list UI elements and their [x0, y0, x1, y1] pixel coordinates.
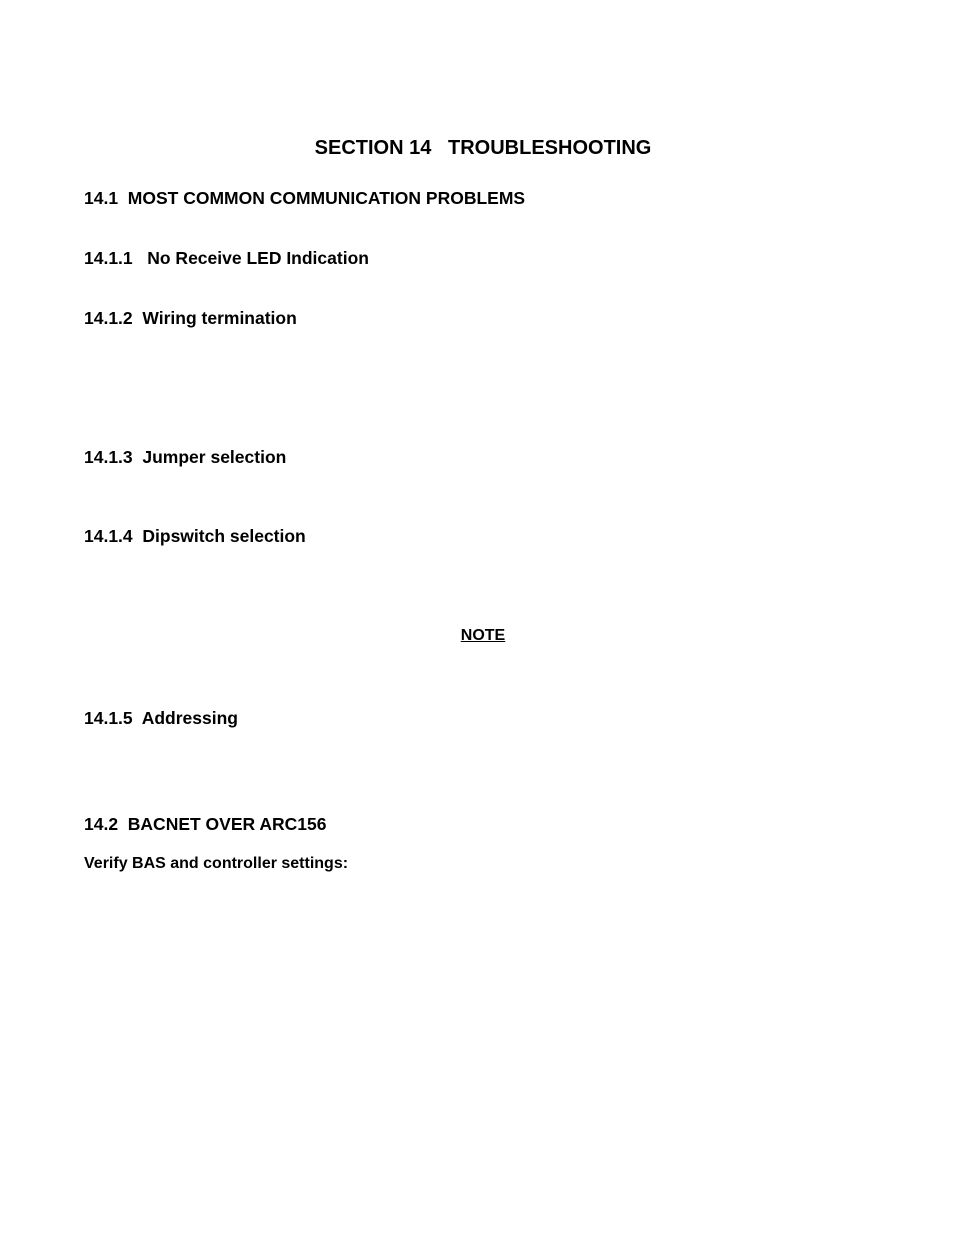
heading-14-1-3: 14.1.3 Jumper selection	[84, 447, 287, 467]
heading-14-1-2: 14.1.2 Wiring termination	[84, 308, 297, 328]
heading-14-1: 14.1 MOST COMMON COMMUNICATION PROBLEMS	[84, 188, 526, 208]
heading-14-2: 14.2 BACNET OVER ARC156	[84, 814, 327, 834]
section-title: SECTION 14 TROUBLESHOOTING	[314, 137, 652, 159]
heading-14-1-5: 14.1.5 Addressing	[84, 708, 238, 728]
heading-14-1-4: 14.1.4 Dipswitch selection	[84, 526, 306, 546]
note-label: NOTE	[460, 627, 506, 644]
heading-14-1-1: 14.1.1 No Receive LED Indication	[84, 248, 369, 268]
verify-settings-text: Verify BAS and controller settings:	[84, 855, 349, 872]
